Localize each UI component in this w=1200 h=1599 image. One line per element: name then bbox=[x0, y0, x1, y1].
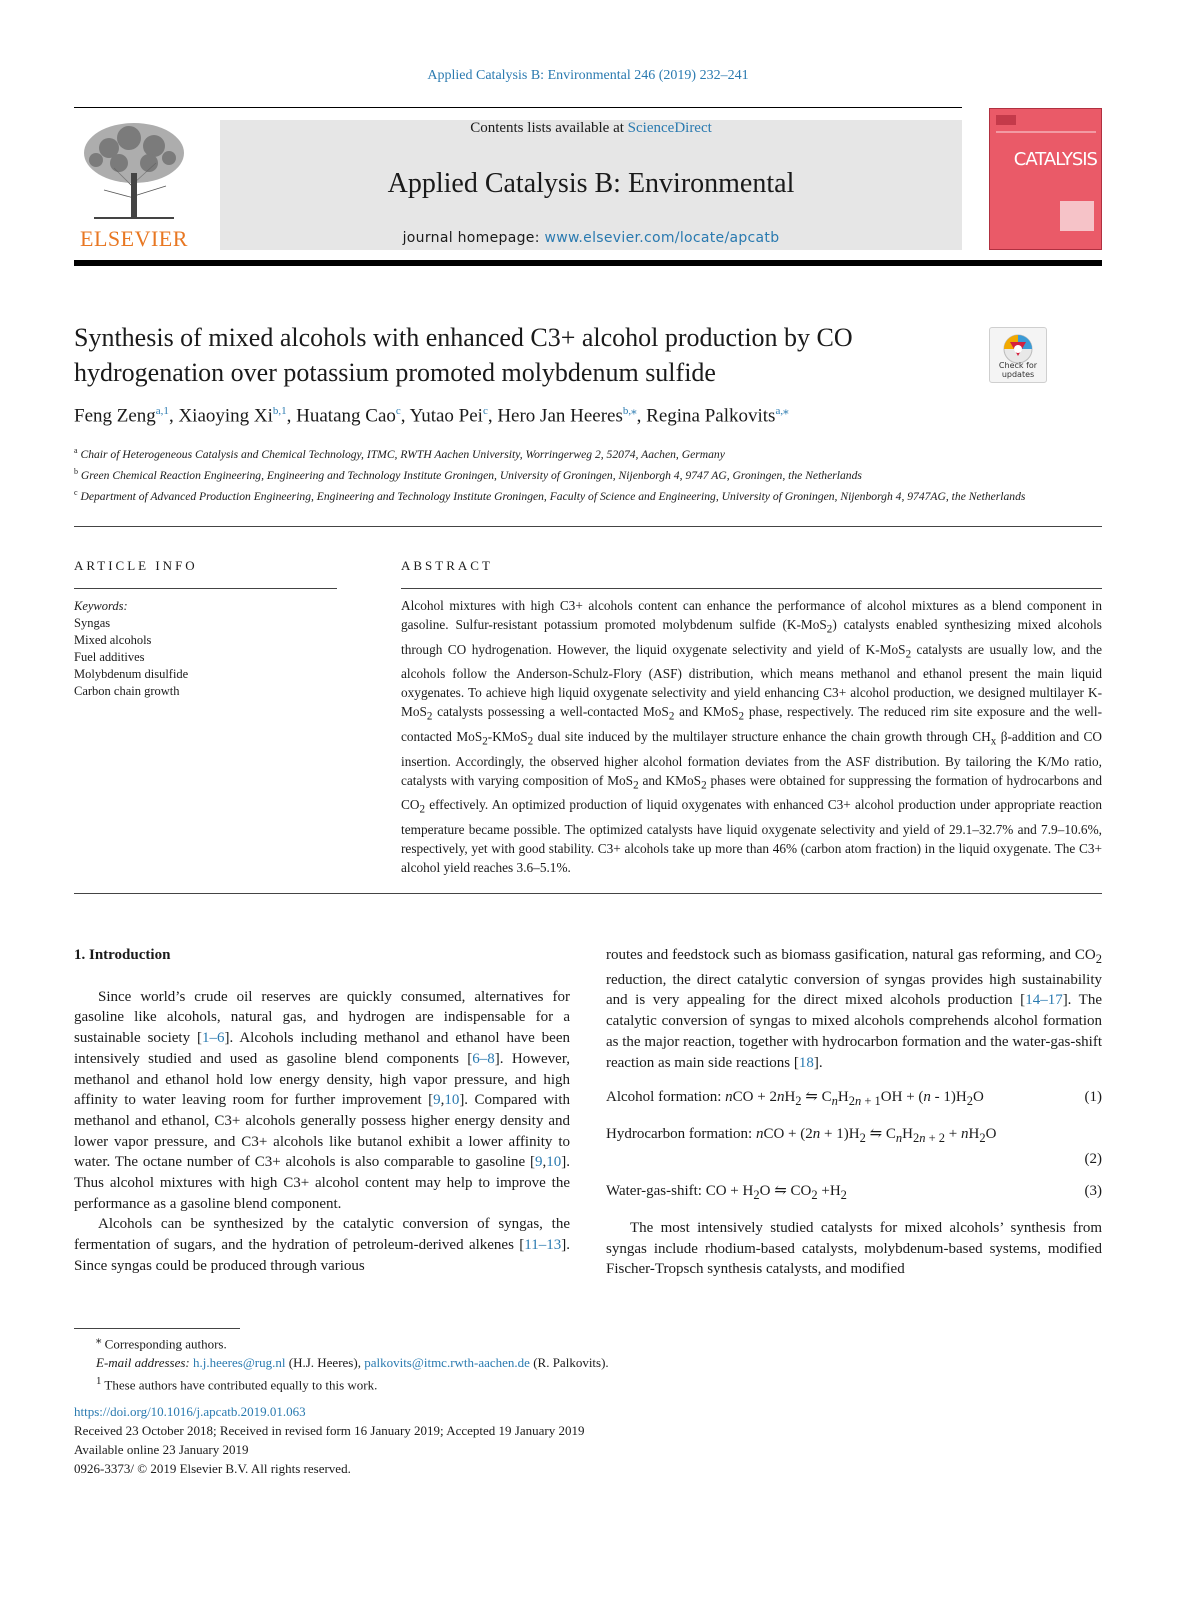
abstract-rule bbox=[401, 588, 1102, 589]
affiliation-mark: a bbox=[74, 446, 78, 455]
affiliations bbox=[74, 442, 1102, 505]
citation-link[interactable]: 9 bbox=[433, 1092, 441, 1109]
equation-number: (2) bbox=[1084, 1150, 1102, 1167]
body-column-right bbox=[606, 945, 1102, 1280]
subscript: 2 bbox=[633, 779, 639, 792]
body-column-left bbox=[74, 945, 570, 1277]
email-link[interactable]: palkovits@itmc.rwth-aachen.de bbox=[364, 1354, 530, 1370]
header-rule bbox=[74, 107, 962, 108]
text-segment: Since world’s crude oil reserves are quickly consumed, alternatives for gasoline like alcohols, natural gas, and hydrogen are indispensable for a sustainable society [ bbox=[74, 988, 570, 1047]
contents-prefix: Contents lists available at bbox=[470, 120, 628, 136]
abstract-segment: -KMoS bbox=[487, 728, 528, 744]
check-for-updates-button[interactable] bbox=[989, 327, 1047, 383]
subscript: 2 bbox=[482, 735, 488, 748]
author-name: Xiaoying Xi bbox=[178, 405, 273, 427]
affiliation-item bbox=[74, 442, 1102, 463]
author-affiliation-mark[interactable]: b,1 bbox=[272, 405, 287, 417]
author-name: Yutao Pei bbox=[409, 405, 483, 427]
subscript: 2 bbox=[701, 779, 707, 792]
text-segment: Alcohols can be synthesized by the catalytic conversion of syngas, the fermentation of sugars, and the hydration of petroleum-derived alkenes [ bbox=[74, 1216, 570, 1254]
elsevier-logo[interactable] bbox=[74, 118, 194, 252]
equation-body: Alcohol formation: nCO + $2nH_2$ ⇋ $C_nH_{2n + 1}OH + (n - 1)H_2O$ bbox=[606, 1089, 984, 1109]
paragraph: The most intensively studied catalysts for mixed alcohols’ synthesis from syngas include rhodium-based catalysts, molybdenum-based systems, modified Fischer-Tropsch synthesis catalysts, and modified bbox=[606, 1220, 1102, 1278]
cover-badge bbox=[996, 115, 1016, 125]
subscript: x bbox=[990, 735, 997, 748]
abstract-segment: and KMoS bbox=[638, 772, 702, 788]
equation-number: (1) bbox=[1084, 1089, 1102, 1106]
author-name: Hero Jan Heeres bbox=[497, 405, 623, 427]
text-segment: reduction, the direct catalytic conversion of syngas provides high sustainability and is very appealing for the direct mixed alcohols production [ bbox=[606, 971, 1102, 1009]
paragraph bbox=[606, 945, 1102, 1073]
section-heading: 1. Introduction bbox=[74, 947, 171, 963]
equation-1 bbox=[606, 1087, 1102, 1112]
homepage-link[interactable]: www.elsevier.com/locate/apcatb bbox=[544, 230, 780, 246]
author-affiliation-mark[interactable]: c bbox=[482, 405, 488, 417]
footnote-text: (H.J. Heeres), bbox=[285, 1354, 365, 1370]
footnote-mark: 1 bbox=[96, 1375, 102, 1388]
doi-link[interactable]: https://doi.org/10.1016/j.apcatb.2019.01.063 bbox=[74, 1404, 306, 1419]
author-affiliation-mark[interactable]: c bbox=[395, 405, 401, 417]
footnote-text: (R. Palkovits). bbox=[529, 1354, 609, 1370]
sciencedirect-link[interactable]: ScienceDirect bbox=[627, 120, 712, 136]
author-affiliation-mark[interactable]: a,⁎ bbox=[775, 405, 789, 417]
section-rule bbox=[74, 893, 1102, 894]
citation-link[interactable]: 14–17 bbox=[1025, 992, 1063, 1009]
equation-number: (3) bbox=[1084, 1183, 1102, 1200]
abstract-segment: β-addition and CO insertion. Accordingly, the observed higher alcohol formation deviates from the ASF distribution. By tailoring the K/Mo ratio, catalysts with varying composition of MoS bbox=[401, 728, 1102, 788]
affiliation-item bbox=[74, 463, 1102, 484]
footnote-text: These authors have contributed equally to this work. bbox=[101, 1377, 378, 1393]
journal-cover[interactable] bbox=[989, 108, 1102, 250]
citation-link[interactable]: 1–6 bbox=[202, 1030, 225, 1047]
elsevier-wordmark: ELSEVIER bbox=[80, 226, 188, 251]
abstract-segment: catalysts are usually low, and the alcohols follow the Anderson-Schulz-Flory (ASF) distribution, which means methanol and ethanol present the main liquid oxygenates. To achieve high liquid oxygenate selectivity and yield enhancing C3+ alcohol production, we designed multilayer K-MoS bbox=[401, 641, 1102, 720]
abstract-segment: Alcohol mixtures with high C3+ alcohols content can enhance the performance of alcohol mixtures as a blend component in gasoline. Sulfur-resistant potassium promoted molybdenum sulfide (K-MoS bbox=[401, 598, 1102, 632]
keyword-item: Molybdenum disulfide bbox=[74, 667, 189, 681]
author-name: Regina Palkovits bbox=[646, 405, 776, 427]
affiliation-text: Green Chemical Reaction Engineering, Engineering and Technology Institute Groningen, University of Groningen, Nijenborgh 4, 9747 AG, Groningen, the Netherlands bbox=[80, 468, 862, 482]
publication-info bbox=[74, 1402, 1102, 1478]
paragraph: Since world’s crude oil reserves are quickly consumed, alternatives for gasoline like alcohols, natural gas, and hydrogen are indispensable for a sustainable society [1–6]. Alcohols including methanol and ethanol have been intensively studied and used as gasoline blend components [6–8]. However, methanol and ethanol hold low energy density, high vapor pressure, and high affinity to water leaving room for further improvement [9,10]. Compared with methanol and ethanol, C3+ alcohols generally possess higher energy density and lower vapor pressure, and C3+ alcohols like butanol exhibit a lower affinity to water. The octane number of C3+ alcohols is also comparable to gasoline [9,10]. Thus alcohol mixtures with high C3+ alcohol content may help to improve the performance as a gasoline blend component. bbox=[74, 988, 570, 1212]
affiliation-mark: b bbox=[74, 466, 78, 476]
subscript: 2 bbox=[527, 735, 534, 748]
subscript: 2 bbox=[668, 710, 675, 723]
affiliation-text: Department of Advanced Production Engineering, Engineering and Technology Institute Groningen, Faculty of Science and Engineering, University of Groningen, Nijenborgh 4, 9747AG, the Netherlands bbox=[80, 489, 1026, 503]
subscript: 2 bbox=[426, 710, 433, 723]
abstract-segment: dual site induced by the multilayer structure enhance the chain growth through CH bbox=[533, 728, 991, 744]
elsevier-tree-icon bbox=[74, 118, 194, 223]
section-rule bbox=[74, 526, 1102, 527]
footnote-rule bbox=[74, 1328, 240, 1329]
equation-2 bbox=[606, 1124, 1102, 1169]
text-segment: ]. bbox=[813, 1054, 823, 1071]
equation-label: Hydrocarbon formation: bbox=[606, 1125, 756, 1142]
equation-label: Alcohol formation: bbox=[606, 1089, 726, 1106]
keyword-item: Carbon chain growth bbox=[74, 684, 180, 698]
abstract-segment: phases were obtained for suppressing the formation of hydrocarbons and CO bbox=[401, 772, 1103, 813]
article-title: Synthesis of mixed alcohols with enhanced C3+ alcohol production by CO hydrogenation over potassium promoted molybdenum sulfide bbox=[74, 323, 853, 387]
copyright: 0926-3373/ © 2019 Elsevier B.V. All rights reserved. bbox=[74, 1461, 351, 1476]
abstract-segment: ) catalysts enabled synthesizing mixed alcohols through CO hydrogenation. However, the liquid oxygenate selectivity and yield of K-MoS bbox=[401, 617, 1102, 657]
email-link[interactable]: h.j.heeres@rug.nl bbox=[193, 1354, 286, 1370]
equal-contribution-note bbox=[74, 1372, 1102, 1395]
footnotes bbox=[74, 1331, 1102, 1395]
equation-3 bbox=[606, 1181, 1102, 1206]
citation-link[interactable]: 9 bbox=[535, 1154, 543, 1171]
equation-body: Water-gas-shift: CO + $H_2O$ ⇋ $CO_2 +H_2$ bbox=[606, 1183, 847, 1203]
citation-link[interactable]: 10 bbox=[444, 1092, 460, 1109]
citation-link[interactable]: 10 bbox=[546, 1154, 562, 1171]
journal-title: Applied Catalysis B: Environmental bbox=[387, 168, 795, 199]
text-segment: ]. However, methanol and ethanol hold low energy density, high vapor pressure, and high affinity to water leaving room for further improvement [ bbox=[74, 1050, 570, 1109]
cover-graphic bbox=[1060, 201, 1094, 231]
author-name: Huatang Cao bbox=[296, 405, 396, 427]
cover-title: CATALYSIS bbox=[1013, 149, 1097, 170]
abstract-segment: phase, respectively. The reduced rim site exposure and the well-contacted MoS bbox=[401, 704, 1103, 744]
keywords-label: Keywords: bbox=[74, 599, 128, 613]
author-affiliation-mark[interactable]: a,1 bbox=[155, 405, 169, 417]
affiliation-item bbox=[74, 484, 1102, 505]
keyword-item: Fuel additives bbox=[74, 650, 145, 664]
corresponding-note bbox=[74, 1331, 1102, 1354]
text-segment: routes and feedstock such as biomass gasification, natural gas reforming, and CO bbox=[606, 947, 1096, 963]
text-segment: ]. The catalytic conversion of syngas to mixed alcohols comprehends alcohol formation as the major reaction, together with hydrocarbon formation and the water-gas-shift reaction as main side reactions [ bbox=[606, 992, 1102, 1071]
email-note bbox=[74, 1354, 1102, 1373]
abstract-heading: ABSTRACT bbox=[401, 558, 493, 573]
online-date: Available online 23 January 2019 bbox=[74, 1442, 249, 1457]
citation-link[interactable]: 11–13 bbox=[524, 1237, 562, 1254]
footnote-mark: ⁎ bbox=[96, 1334, 102, 1346]
journal-banner bbox=[220, 120, 962, 250]
received-dates: Received 23 October 2018; Received in revised form 16 January 2019; Accepted 19 January 2019 bbox=[74, 1423, 585, 1438]
paragraph bbox=[74, 1214, 570, 1276]
keywords-block bbox=[74, 598, 337, 700]
journal-reference[interactable]: Applied Catalysis B: Environmental 246 (2019) 232–241 bbox=[427, 68, 749, 83]
keyword-item: Syngas bbox=[74, 616, 111, 630]
abstract-segment: effectively. An optimized production of liquid oxygenates with enhanced C3+ alcohol production under appropriate reaction temperature became possible. The optimized catalysts have liquid oxygenate selectivity and yield of 29.1–32.7% and 7.9–10.6%, respectively, yet with good stability. C3+ alcohols take up more than 46% (carbon atom fraction) in the liquid oxygenate. The C3+ alcohol yield reaches 3.6–5.1%. bbox=[401, 797, 1102, 875]
subscript: 2 bbox=[738, 710, 745, 723]
affiliation-text: Chair of Heterogeneous Catalysis and Chemical Technology, ITMC, RWTH Aachen University, Worringerweg 2, 52074, Aachen, Germany bbox=[80, 447, 725, 461]
cover-line bbox=[996, 131, 1096, 133]
abstract-segment: and KMoS bbox=[674, 704, 739, 720]
abstract-text bbox=[401, 596, 1102, 877]
abstract-segment: catalysts possessing a well-contacted MoS bbox=[432, 704, 669, 720]
keyword-item: Mixed alcohols bbox=[74, 633, 152, 647]
text-segment: ]. Alcohols including methanol and ethanol have been intensively studied and used as gasoline blend components [ bbox=[74, 1030, 570, 1067]
author-list: Feng Zeng$^{a,1}$, Xiaoying Xi$^{b,1}$, Huatang Cao$^c$, Yutao Pei$^c$, Hero Jan Heeres$^{b,⁎}$, Regina Palkovits$^{a,⁎}$ bbox=[74, 405, 789, 427]
subscript: 2 bbox=[905, 648, 912, 661]
subscript: 2 bbox=[826, 623, 833, 636]
contents-line bbox=[220, 120, 962, 137]
header-thick-rule bbox=[74, 260, 1102, 266]
citation-link[interactable]: 18 bbox=[798, 1054, 814, 1071]
homepage-line bbox=[220, 230, 962, 246]
crossmark-label: Check for updates bbox=[998, 361, 1038, 379]
subscript: 2 bbox=[419, 803, 426, 816]
subscript: 2 bbox=[1095, 952, 1102, 966]
homepage-prefix: journal homepage: bbox=[402, 230, 545, 246]
email-label: E-mail addresses: bbox=[96, 1354, 194, 1370]
equation-body: Hydrocarbon formation: nCO + $(2n + 1)H_2$ ⇋ $C_nH_{2n + 2} + nH_2O$ bbox=[606, 1125, 997, 1145]
affiliation-mark: c bbox=[74, 487, 78, 497]
author-name: Feng Zeng bbox=[74, 405, 156, 427]
author-affiliation-mark[interactable]: b,⁎ bbox=[622, 405, 637, 417]
article-info-rule bbox=[74, 588, 337, 589]
text-segment: ]. Since syngas could be produced through various bbox=[74, 1237, 570, 1274]
footnote-text: Corresponding authors. bbox=[101, 1336, 227, 1352]
text-segment: ]. Thus alcohol mixtures with high C3+ alcohol content may help to improve the performance as a gasoline blend component. bbox=[74, 1154, 570, 1212]
article-info-heading: ARTICLE INFO bbox=[74, 558, 198, 573]
text-segment: ]. Compared with methanol and ethanol, C3+ alcohols generally possess higher energy density and lower vapor pressure, and C3+ alcohols like butanol exhibit a lower affinity to water. The octane number of C3+ alcohols is also comparable to gasoline [ bbox=[74, 1092, 570, 1171]
citation-link[interactable]: 6–8 bbox=[472, 1050, 495, 1067]
equation-label: Water-gas-shift: bbox=[606, 1183, 706, 1200]
